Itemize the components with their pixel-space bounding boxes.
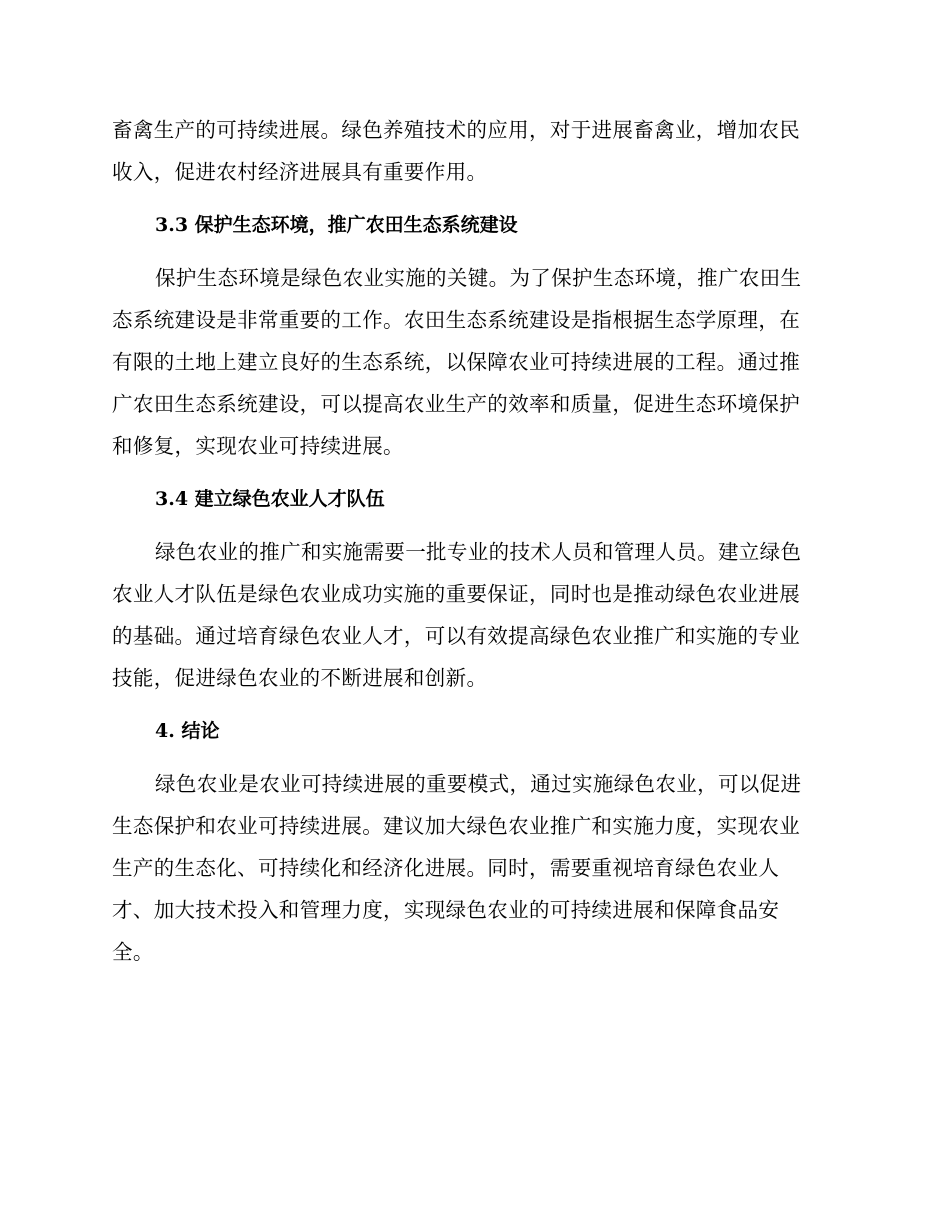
paragraph-line: 保护生态环境是绿色农业实施的关键。为了保护生态环境，推广农田生 xyxy=(155,266,802,290)
paragraph-line: 态系统建设是非常重要的工作。农田生态系统建设是指根据生态学原理，在 xyxy=(112,308,801,332)
paragraph-line: 绿色农业的推广和实施需要一批专业的技术人员和管理人员。建立绿色 xyxy=(155,540,802,564)
paragraph-line: 生产的生态化、可持续化和经济化进展。同时，需要重视培育绿色农业人 xyxy=(112,856,780,880)
intro-paragraph xyxy=(112,109,830,193)
section-heading-4: 4. 结论 xyxy=(155,720,220,742)
paragraph-line: 广农田生态系统建设，可以提高农业生产的效率和质量，促进生态环境保护 xyxy=(112,392,801,416)
section-3-3-paragraph xyxy=(112,257,830,467)
paragraph-line: 收入，促进农村经济进展具有重要作用。 xyxy=(112,160,488,184)
paragraph-line: 全。 xyxy=(112,940,154,964)
paragraph-line: 农业人才队伍是绿色农业成功实施的重要保证，同时也是推动绿色农业进展 xyxy=(112,582,801,606)
paragraph-line: 绿色农业是农业可持续进展的重要模式，通过实施绿色农业，可以促进 xyxy=(155,772,802,796)
paragraph-line: 的基础。通过培育绿色农业人才，可以有效提高绿色农业推广和实施的专业 xyxy=(112,624,801,648)
paragraph-line: 有限的土地上建立良好的生态系统，以保障农业可持续进展的工程。通过推 xyxy=(112,350,801,374)
section-3-4-paragraph xyxy=(112,531,830,699)
paragraph-line: 畜禽生产的可持续进展。绿色养殖技术的应用，对于进展畜禽业，增加农民 xyxy=(112,118,801,142)
section-heading-3-3: 3.3 保护生态环境，推广农田生态系统建设 xyxy=(155,214,518,236)
paragraph-line: 和修复，实现农业可持续进展。 xyxy=(112,434,404,458)
paragraph-line: 技能，促进绿色农业的不断进展和创新。 xyxy=(112,666,488,690)
paragraph-line: 生态保护和农业可持续进展。建议加大绿色农业推广和实施力度，实现农业 xyxy=(112,814,801,838)
section-4-paragraph xyxy=(112,763,830,973)
document-page xyxy=(112,109,830,973)
section-heading-3-4: 3.4 建立绿色农业人才队伍 xyxy=(155,488,385,510)
paragraph-line: 才、加大技术投入和管理力度，实现绿色农业的可持续进展和保障食品安 xyxy=(112,898,780,922)
